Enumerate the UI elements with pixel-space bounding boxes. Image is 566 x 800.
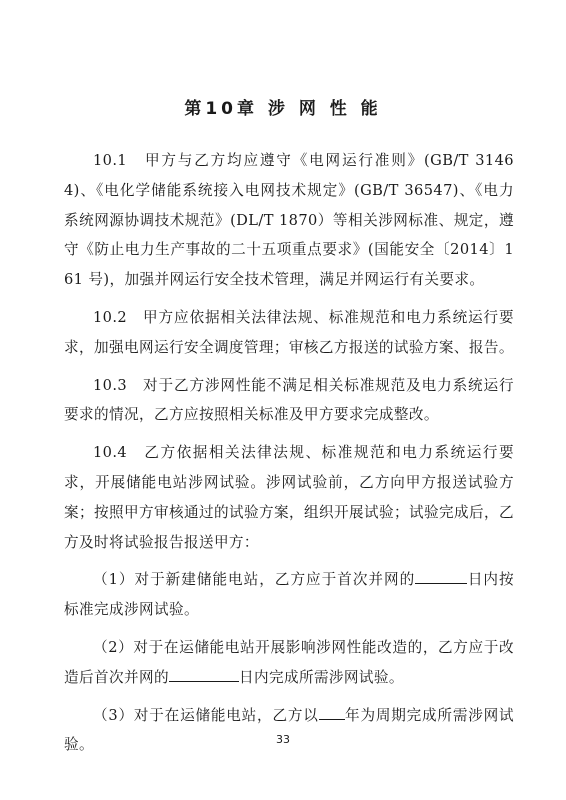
fill-in-blank-test-period-years: [319, 705, 345, 720]
fill-in-blank-days-retrofit: [169, 667, 239, 682]
item-1-text-before: （1）对于新建储能电站，乙方应于首次并网的: [93, 571, 416, 589]
item-1-text-after: 日内按标准完成涉网试验。: [64, 571, 515, 619]
fill-in-blank-days-new-station: [415, 569, 467, 584]
clause-10-4-item-3: [64, 701, 514, 761]
chapter-title: 第10章 涉 网 性 能: [184, 99, 382, 119]
item-2-text-after: 日内完成所需涉网试验。: [238, 668, 404, 686]
clause-10-2: 10.2 甲方应依据相关法律法规、标准规范和电力系统运行要求，加强电网运行安全调度管理；审核乙方报送的试验方案、报告。: [64, 308, 514, 356]
clause-10-3: 10.3 对于乙方涉网性能不满足相关标准规范及电力系统运行要求的情况，乙方应按照相关标准及甲方要求完成整改。: [64, 376, 514, 424]
chapter-body: [64, 146, 514, 768]
clause-10-4-item-2: [64, 633, 514, 693]
clause-10-4: 10.4 乙方依据相关法律法规、标准规范和电力系统运行要求，开展储能电站涉网试验。涉网试验前，乙方向甲方报送试验方案；按照甲方审核通过的试验方案，组织开展试验；试验完成后，乙方及时将试验报告报送甲方：: [64, 444, 514, 551]
page-number: 33: [276, 733, 290, 746]
clause-10-4-item-1: [64, 565, 514, 625]
item-3-text-before: （3）对于在运储能电站，乙方以: [93, 706, 319, 724]
item-3-text-after: 年为周期完成所需涉网试验。: [64, 706, 514, 754]
clause-10-1: 10.1 甲方与乙方均应遵守《电网运行准则》(GB/T 31464)、《电化学储能系统接入电网技术规定》(GB/T 36547)、《电力系统网源协调技术规范》(DL/T 1870）等相关涉网标准、规定，遵守《防止电力生产事故的二十五项重点要求》(国能安全〔2014〕161 号)，加强并网运行安全技术管理，满足并网运行有关要求。: [64, 152, 514, 289]
item-2-text-before: （2）对于在运储能电站开展影响涉网性能改造的，乙方应于改造后首次并网的: [64, 638, 514, 686]
